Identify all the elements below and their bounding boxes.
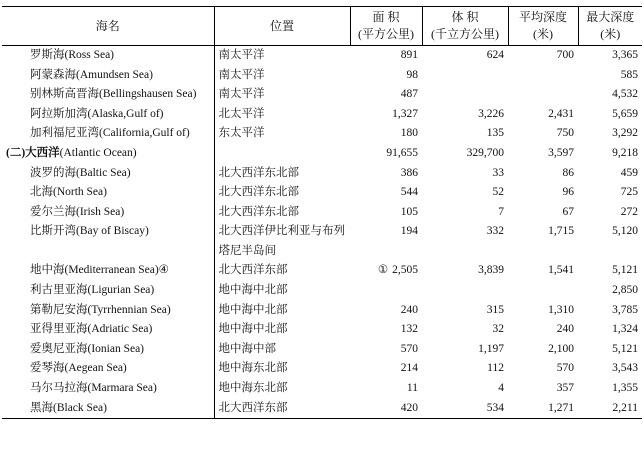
volume-cell: 52 — [492, 186, 504, 199]
location-cell: 南太平洋 — [214, 46, 350, 66]
area-value: 91,655 — [386, 146, 418, 159]
table-row — [2, 203, 642, 223]
volume-cell: 624 — [486, 49, 504, 61]
max-depth-cell: 1,355 — [612, 381, 638, 394]
volume-cell — [422, 66, 508, 86]
area-value: 180 — [400, 127, 418, 140]
avg-depth-cell — [508, 281, 578, 301]
sea-name-cell: 地中海(Mediterranean Sea)④ — [30, 264, 169, 277]
avg-depth-cell: 1,541 — [548, 264, 574, 277]
area-value: 240 — [400, 303, 418, 316]
area-cell — [350, 144, 422, 164]
location-cell — [214, 144, 350, 164]
seas-table — [2, 6, 642, 419]
location-cell: 地中海东北部 — [214, 379, 350, 399]
sea-name-cell: 黑海(Black Sea) — [2, 399, 214, 419]
table-row — [2, 261, 642, 281]
volume-cell — [422, 281, 508, 301]
volume-cell: 33 — [492, 166, 504, 179]
max-depth-cell: 2,211 — [578, 399, 642, 419]
section-row — [2, 144, 642, 164]
max-depth-cell: 5,121 — [612, 342, 638, 355]
max-depth-cell: 5,659 — [612, 107, 638, 120]
area-cell — [350, 320, 422, 340]
table-row — [2, 359, 642, 379]
location-cell: 北大西洋东部 — [214, 399, 350, 419]
header-max-depth — [578, 7, 642, 46]
area-value: 420 — [400, 401, 418, 414]
area-value: 194 — [400, 225, 418, 238]
header-max-depth-label: 最大深度 — [586, 10, 635, 24]
area-value: 386 — [400, 166, 418, 179]
avg-depth-cell: 96 — [562, 186, 574, 199]
max-depth-cell: 4,532 — [612, 88, 638, 101]
area-value: 98 — [406, 68, 418, 81]
table-row — [2, 340, 642, 360]
avg-depth-cell: 86 — [562, 166, 574, 179]
max-depth-cell: 5,120 — [612, 225, 638, 238]
location-cell: 东太平洋 — [214, 124, 350, 144]
location-cell: 北大西洋东部 — [214, 261, 350, 281]
area-cell — [350, 124, 422, 144]
table-row — [2, 222, 642, 261]
sea-name-cell — [2, 144, 214, 164]
area-cell — [350, 203, 422, 223]
location-cell: 北太平洋 — [214, 105, 350, 125]
header-location: 位置 — [214, 7, 350, 46]
sea-name-cell: 阿拉斯加湾(Alaska,Gulf of) — [30, 107, 164, 120]
location-cell: 北大西洋东北部 — [214, 164, 350, 184]
table-row — [2, 85, 642, 105]
location-cell: 地中海中北部 — [214, 301, 350, 321]
avg-depth-cell: 2,431 — [548, 107, 574, 120]
area-cell — [350, 85, 422, 105]
location-cell: 北大西洋伊比利亚与布列塔尼半岛间 — [214, 222, 350, 261]
table-header — [2, 7, 642, 46]
header-avg-depth-label: 平均深度 — [518, 10, 567, 24]
sea-name-cell: 马尔马拉海(Marmara Sea) — [30, 381, 157, 394]
area-cell — [350, 66, 422, 86]
location-cell: 南太平洋 — [214, 85, 350, 105]
sea-name-cell: 爱奥尼亚海(Ionian Sea) — [30, 342, 145, 355]
max-depth-cell: 3,785 — [612, 303, 638, 316]
header-avg-depth-unit: (米) — [533, 27, 553, 41]
avg-depth-cell: 3,597 — [548, 146, 574, 159]
volume-cell: 3,226 — [478, 107, 504, 120]
area-cell — [350, 379, 422, 399]
max-depth-cell: 272 — [620, 205, 638, 218]
ocean-name-en: (Atlantic Ocean) — [59, 146, 137, 159]
volume-cell: 32 — [492, 323, 504, 336]
location-cell: 北大西洋东北部 — [214, 203, 350, 223]
volume-cell: 315 — [486, 303, 504, 316]
table-row — [2, 66, 642, 86]
area-value: 2,505 — [392, 264, 418, 277]
max-depth-cell: 585 — [620, 68, 638, 81]
avg-depth-cell: 570 — [556, 362, 574, 375]
header-area — [350, 7, 422, 46]
header-avg-depth — [508, 7, 578, 46]
volume-cell: 3,839 — [478, 264, 504, 277]
table-row — [2, 281, 642, 301]
area-cell — [350, 399, 422, 419]
max-depth-cell: 9,218 — [612, 146, 638, 159]
area-cell — [350, 105, 422, 125]
header-volume — [422, 7, 508, 46]
sea-name-cell: 爱尔兰海(Irish Sea) — [30, 205, 125, 218]
area-cell — [350, 359, 422, 379]
location-cell: 地中海中北部 — [214, 320, 350, 340]
header-area-label: 面 积 — [372, 10, 400, 24]
table-row — [2, 46, 642, 66]
volume-cell — [422, 85, 508, 105]
area-value: 891 — [400, 49, 418, 61]
ocean-name-cn: (二)大西洋 — [6, 146, 60, 159]
area-cell — [350, 281, 422, 301]
sea-name-cell: 第勒尼安海(Tyrrhennian Sea) — [30, 303, 171, 316]
avg-depth-cell: 2,100 — [548, 342, 574, 355]
location-cell: 地中海东北部 — [214, 359, 350, 379]
avg-depth-cell: 1,271 — [508, 399, 578, 419]
area-value: 570 — [400, 342, 418, 355]
sea-name-cell: 别林斯高晋海(Bellingshausen Sea) — [30, 88, 197, 101]
max-depth-cell: 1,324 — [612, 323, 638, 336]
max-depth-cell: 5,121 — [612, 264, 638, 277]
area-cell — [350, 164, 422, 184]
area-value: 11 — [406, 381, 418, 394]
area-cell — [350, 222, 422, 261]
table-row — [2, 124, 642, 144]
avg-depth-cell: 1,715 — [548, 225, 574, 238]
avg-depth-cell — [508, 85, 578, 105]
volume-cell: 7 — [498, 205, 504, 218]
avg-depth-cell: 1,310 — [548, 303, 574, 316]
area-value: 1,327 — [392, 107, 418, 120]
sea-name-cell: 利古里亚海(Ligurian Sea) — [30, 283, 155, 296]
avg-depth-cell: 67 — [562, 205, 574, 218]
location-cell: 北大西洋东北部 — [214, 183, 350, 203]
avg-depth-cell: 700 — [556, 49, 574, 61]
area-value: 132 — [400, 323, 418, 336]
location-cell: 地中海中部 — [214, 340, 350, 360]
max-depth-cell: 3,543 — [612, 362, 638, 375]
table-row — [2, 320, 642, 340]
header-volume-label: 体 积 — [451, 10, 479, 24]
avg-depth-cell: 750 — [556, 127, 574, 140]
area-value: 487 — [400, 88, 418, 101]
avg-depth-cell — [508, 66, 578, 86]
area-cell — [350, 340, 422, 360]
table-body — [2, 46, 642, 419]
area-cell — [350, 46, 422, 66]
area-value: 214 — [400, 362, 418, 375]
table-row — [2, 399, 642, 419]
volume-cell: 1,197 — [478, 342, 504, 355]
avg-depth-cell: 240 — [556, 323, 574, 336]
location-cell: 南太平洋 — [214, 66, 350, 86]
location-cell: 地中海中北部 — [214, 281, 350, 301]
sea-name-cell: 北海(North Sea) — [30, 186, 107, 199]
volume-cell: 112 — [487, 362, 504, 375]
max-depth-cell: 459 — [620, 166, 638, 179]
header-name: 海名 — [2, 7, 214, 46]
table-row — [2, 164, 642, 184]
sea-name-cell: 罗斯海(Ross Sea) — [30, 49, 115, 61]
volume-cell: 332 — [486, 225, 504, 238]
max-depth-cell: 725 — [620, 186, 638, 199]
area-value: 105 — [400, 205, 418, 218]
volume-cell: 4 — [498, 381, 504, 394]
sea-name-cell: 爱琴海(Aegean Sea) — [30, 362, 127, 375]
max-depth-cell: 2,850 — [612, 283, 638, 296]
sea-name-cell: 加利福尼亚湾(California,Gulf of) — [30, 127, 190, 140]
volume-cell: 135 — [486, 127, 504, 140]
max-depth-cell: 3,365 — [612, 49, 638, 61]
footnote-marker: ① — [377, 264, 389, 277]
table-row — [2, 105, 642, 125]
volume-cell: 534 — [422, 399, 508, 419]
header-area-unit: (平方公里) — [358, 27, 414, 41]
sea-name-cell: 亚得里亚海(Adriatic Sea) — [30, 323, 153, 336]
sea-name-cell: 阿蒙森海(Amundsen Sea) — [30, 68, 153, 81]
area-cell — [350, 261, 422, 281]
table-row — [2, 301, 642, 321]
header-volume-unit: (千立方公里) — [431, 27, 499, 41]
sea-name-cell: 比斯开湾(Bay of Biscay) — [30, 225, 149, 238]
header-max-depth-unit: (米) — [600, 27, 621, 41]
volume-cell: 329,700 — [466, 146, 504, 159]
table-row — [2, 379, 642, 399]
area-value: 544 — [400, 186, 418, 199]
sea-name-cell: 波罗的海(Baltic Sea) — [30, 166, 131, 179]
table-row — [2, 183, 642, 203]
avg-depth-cell: 357 — [556, 381, 574, 394]
max-depth-cell: 3,292 — [612, 127, 638, 140]
area-cell — [350, 183, 422, 203]
area-cell — [350, 301, 422, 321]
